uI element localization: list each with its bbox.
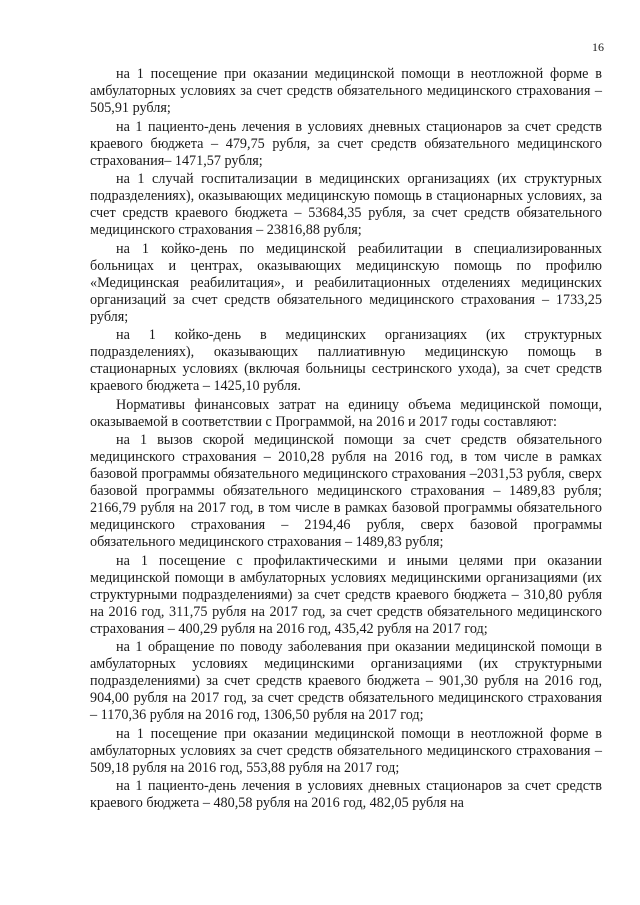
paragraph: на 1 пациенто-день лечения в условиях дневных стационаров за счет средств краевого бюджета – 480,58 рубля на 2016 год, 482,05 рубля на	[90, 778, 602, 811]
paragraph: на 1 койко-день в медицинских организациях (их структурных подразделениях), оказывающих паллиативную медицинскую помощь в стационарных условиях (включая больницы сестринского ухода), за счет средств краевого бюджета – 1425,10 рубля.	[90, 327, 602, 394]
paragraph: на 1 посещение при оказании медицинской помощи в неотложной форме в амбулаторных условиях за счет средств обязательного медицинского страхования – 505,91 рубля;	[90, 66, 602, 116]
paragraph: на 1 посещение при оказании медицинской помощи в неотложной форме в амбулаторных условиях за счет средств обязательного медицинского страхования – 509,18 рубля на 2016 год, 553,88 рубля на 2017 год;	[90, 725, 602, 776]
page-number: 16	[592, 40, 604, 54]
paragraph: на 1 обращение по поводу заболевания при оказании медицинской помощи в амбулаторных условиях медицинскими организациями (их структурными подразделениями) за счет средств краевого бюджета – 901,30 рубля на 2016 год, 904,00 рубля на 2017 год, за счет средств обязательного медицинского страхования – 1170,36 рубля на 2016 год, 1306,50 рубля на 2017 год;	[90, 639, 602, 723]
paragraph: на 1 вызов скорой медицинской помощи за счет средств обязательного медицинского страхования – 2010,28 рубля на 2016 год, в том числе в рамках базовой программы обязательного медицинского страхования –2031,53 рубля, сверх базовой программы обязательного медицинского страхования – 1489,83 рубля; 2166,79 рубля на 2017 год, в том числе в рамках базовой программы обязательного медицинского страхования – 2194,46 рубля, сверх базовой программы обязательного медицинского страхования – 1489,83 рубля;	[90, 432, 602, 550]
paragraph: на 1 пациенто-день лечения в условиях дневных стационаров за счет средств краевого бюджета – 479,75 рубля, за счет средств обязательного медицинского страхования– 1471,57 рубля;	[90, 118, 602, 169]
paragraph: на 1 случай госпитализации в медицинских организациях (их структурных подразделениях), оказывающих медицинскую помощь в стационарных условиях, за счет средств краевого бюджета – 53684,35 рубля, за счет средств обязательного медицинского страхования – 23816,88 рубля;	[90, 171, 602, 238]
document-body	[90, 66, 602, 814]
paragraph: Нормативы финансовых затрат на единицу объема медицинской помощи, оказываемой в соответствии с Программой, на 2016 и 2017 годы составляют:	[90, 396, 602, 430]
paragraph: на 1 посещение с профилактическими и иными целями при оказании медицинской помощи в амбулаторных условиях медицинскими организациями (их структурными подразделениями) за счет средств краевого бюджета – 310,80 рубля на 2016 год, 311,75 рубля на 2017 год, за счет средств обязательного медицинского страхования – 400,29 рубля на 2016 год, 435,42 рубля на 2017 год;	[90, 552, 602, 637]
paragraph: на 1 койко-день по медицинской реабилитации в специализированных больницах и центрах, оказывающих медицинскую помощь по профилю «Медицинская реабилитация», и реабилитационных отделениях медицинских организаций за счет средств обязательного медицинского страхования – 1733,25 рубля;	[90, 240, 602, 325]
